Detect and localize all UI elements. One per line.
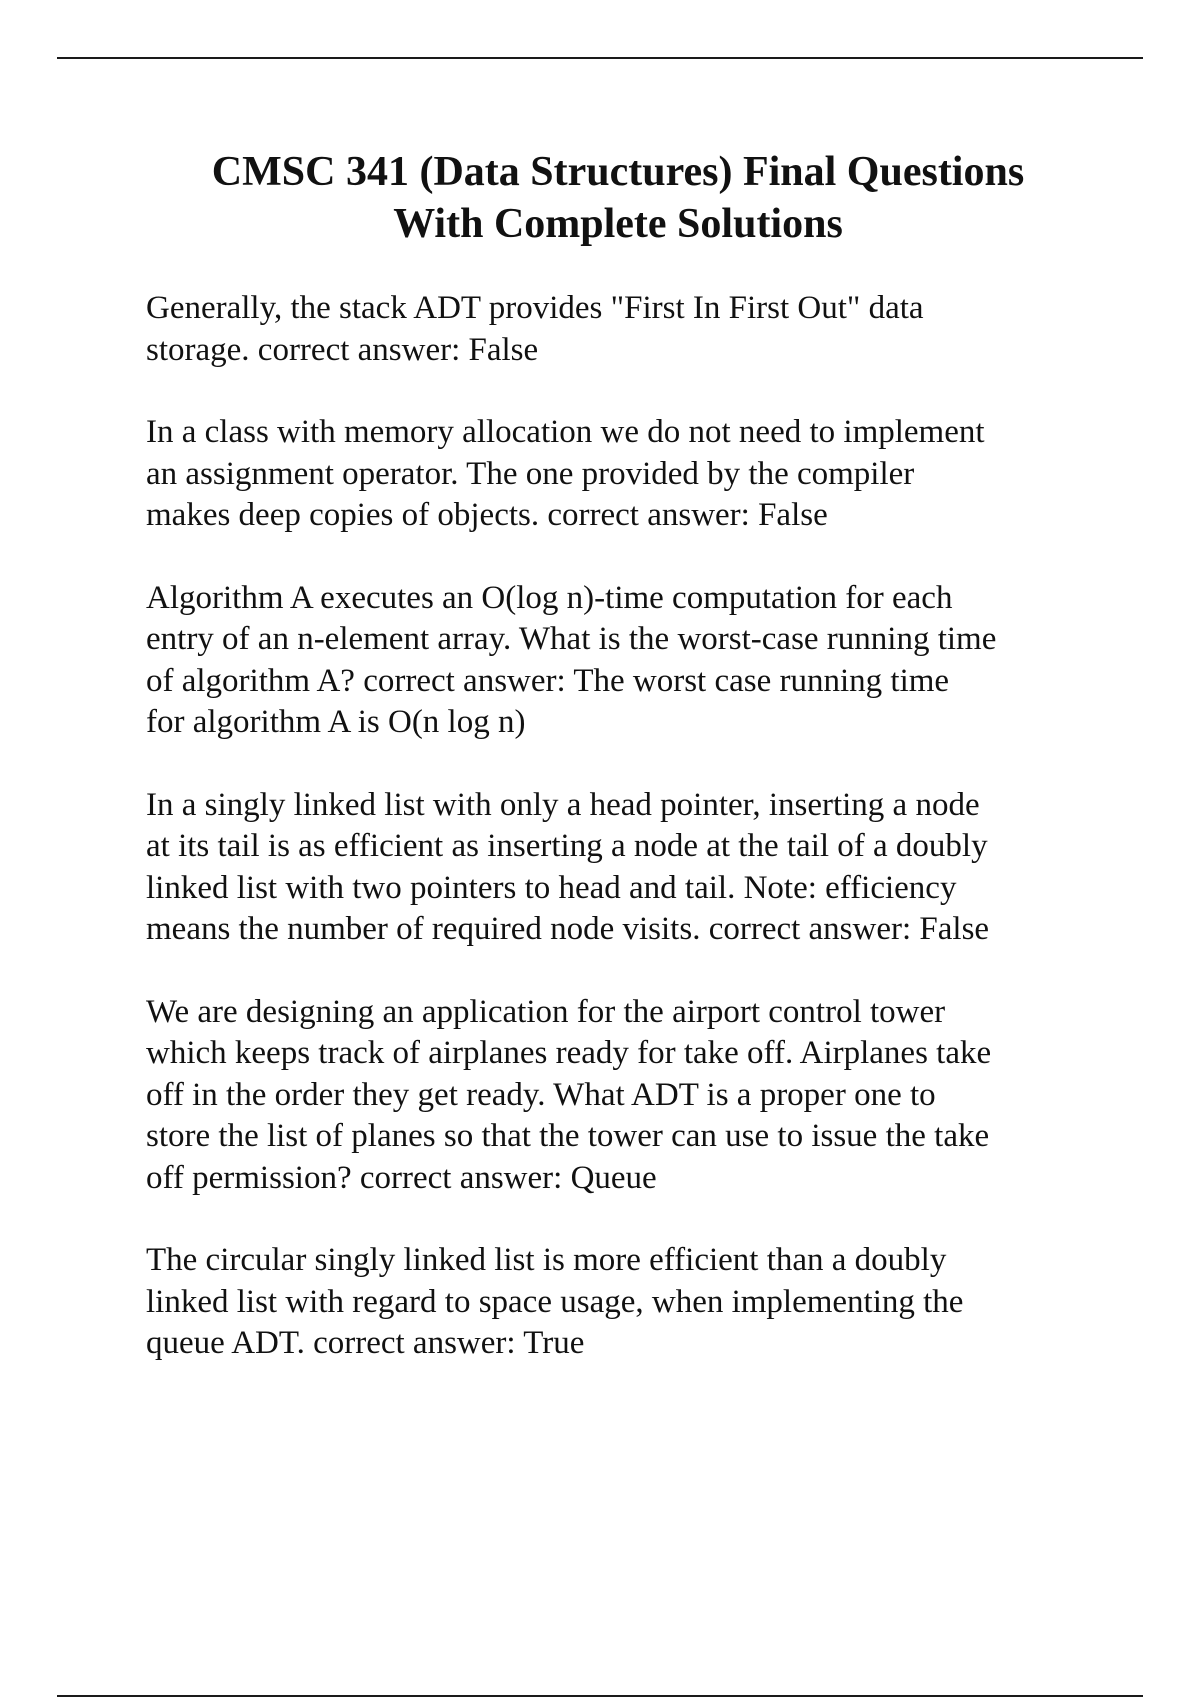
question-item-4 [146,785,1146,951]
question-text-line: off in the order they get ready. What ADT is a proper one to [146,1076,936,1113]
top-divider [57,57,1143,59]
question-item-6 [146,1240,1146,1365]
title-line-2: With Complete Solutions [393,201,843,247]
title-line-1: CMSC 341 (Data Structures) Final Questions [211,149,1025,195]
question-text-line: store the list of planes so that the tower can use to issue the take [146,1118,990,1154]
question-text-line: entry of an n-element array. What is the worst-case running time [146,621,997,657]
bottom-divider [57,1695,1143,1697]
document-title [100,146,1136,250]
question-text-line: for algorithm A is O(n log n) [146,704,526,740]
question-text-line: an assignment operator. The one provided by the compiler [146,455,915,492]
question-text-line: In a class with memory allocation we do not need to implement [146,414,985,450]
question-item-5 [146,992,1146,1200]
question-list [146,288,1146,1406]
question-text-line: storage. correct answer: False [146,331,539,368]
question-text-line: linked list with two pointers to head and tail. Note: efficiency [146,869,957,906]
question-item-2 [146,412,1146,537]
question-text-line: makes deep copies of objects. correct answer: False [146,497,828,533]
question-text-line: The circular singly linked list is more efficient than a doubly [146,1242,947,1278]
question-item-3 [146,578,1146,744]
question-text-line: In a singly linked list with only a head pointer, inserting a node [146,786,980,823]
question-text-line: Algorithm A executes an O(log n)-time computation for each [146,579,953,616]
question-text-line: We are designing an application for the airport control tower [146,993,946,1030]
question-item-1 [146,288,1146,371]
question-text-line: queue ADT. correct answer: True [146,1325,585,1361]
question-text-line: which keeps track of airplanes ready for take off. Airplanes take [146,1035,992,1071]
question-text-line: at its tail is as efficient as inserting a node at the tail of a doubly [146,828,988,864]
question-text-line: Generally, the stack ADT provides "First In First Out" data [146,290,924,326]
question-text-line: linked list with regard to space usage, when implementing the [146,1283,964,1320]
question-text-line: of algorithm A? correct answer: The worst case running time [146,662,950,699]
question-text-line: off permission? correct answer: Queue [146,1159,657,1196]
question-text-line: means the number of required node visits. correct answer: False [146,911,990,947]
